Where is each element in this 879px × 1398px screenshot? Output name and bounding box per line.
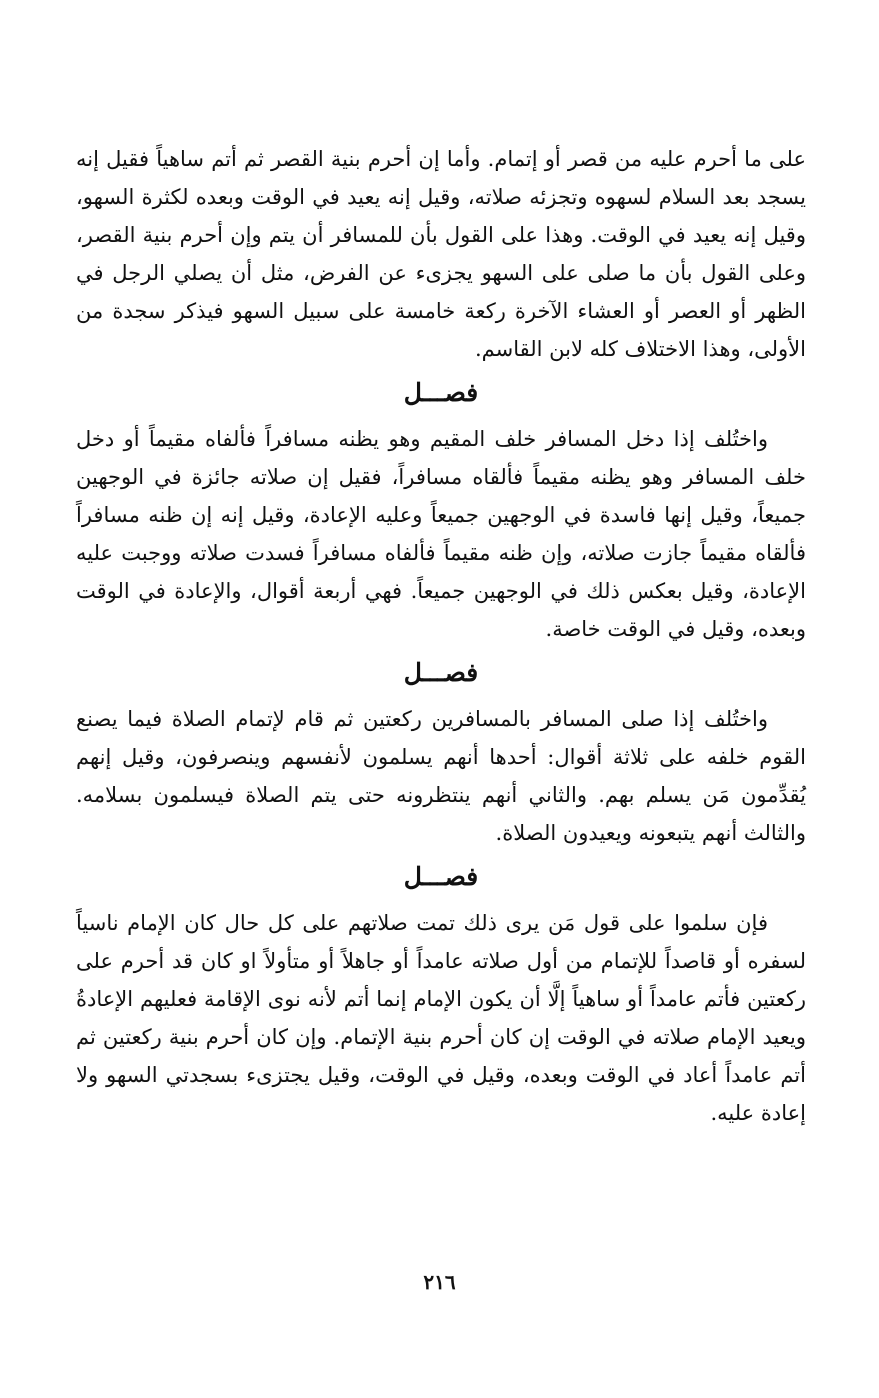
section-heading-2: فصـــل xyxy=(403,658,479,687)
page-number: ٢١٦ xyxy=(423,1270,456,1294)
paragraph-4: فإن سلموا على قول مَن يرى ذلك تمت صلاتهم على كل حال كان الإمام ناسياً لسفره أو قاصداً للإتمام من أول صلاته عامداً أو جاهلاً أو متأولاً او كان قد أحرم على ركعتين فأتم عامداً أو ساهياً إلَّا أن يكون الإمام إنما أتم لأنه نوى الإقامة فعليهم الإعادةُ ويعيد الإمام صلاته في الوقت إن كان أحرم بنية الإتمام. وإن كان أحرم بنية ركعتين ثم أتم عامداً أعاد في الوقت وبعده، وقيل في الوقت، وقيل يجتزىء بسجدتي السهو ولا إعادة عليه. xyxy=(76,911,806,1125)
book-page-body xyxy=(76,140,806,1132)
section-heading-3: فصـــل xyxy=(403,862,479,891)
paragraph-1: على ما أحرم عليه من قصر أو إتمام. وأما إن أحرم بنية القصر ثم أتم ساهياً فقيل إنه يسجد بعد السلام لسهوه وتجزئه صلاته، وقيل إنه يعيد في الوقت وبعده لكثرة السهو، وقيل إنه يعيد في الوقت. وهذا على القول بأن للمسافر أن يتم وإن أحرم بنية القصر، وعلى القول بأن ما صلى على السهو يجزىء عن الفرض، مثل أن يصلي الرجل في الظهر أو العصر أو العشاء الآخرة ركعة خامسة على سبيل السهو فيذكر سجدة من الأولى، وهذا الاختلاف كله لابن القاسم. xyxy=(76,147,806,361)
paragraph-3: واختُلف إذا صلى المسافر بالمسافرين ركعتين ثم قام لإتمام الصلاة فيما يصنع القوم خلفه على ثلاثة أقوال: أحدها أنهم يسلمون لأنفسهم وينصرفون، وقيل إنهم يُقدِّمون مَن يسلم بهم. والثاني أنهم ينتظرونه حتى يتم الصلاة فيسلمون بسلامه. والثالث أنهم يتبعونه ويعيدون الصلاة. xyxy=(76,707,806,845)
section-heading-1: فصـــل xyxy=(403,378,479,407)
paragraph-2: واختُلف إذا دخل المسافر خلف المقيم وهو يظنه مسافراً فألفاه مقيماً أو دخل خلف المسافر وهو يظنه مقيماً فألقاه مسافراً، فقيل إن صلاته جائزة في الوجهين جميعاً، وقيل إنها فاسدة في الوجهين جميعاً وعليه الإعادة، وقيل إنه إن ظنه مسافراً فألقاه مقيماً جازت صلاته، وإن ظنه مقيماً فألفاه مسافراً فسدت صلاته ووجبت عليه الإعادة، وقيل بعكس ذلك في الوجهين جميعاً. فهي أربعة أقوال، والإعادة في الوقت وبعده، وقيل في الوقت خاصة. xyxy=(76,427,806,641)
